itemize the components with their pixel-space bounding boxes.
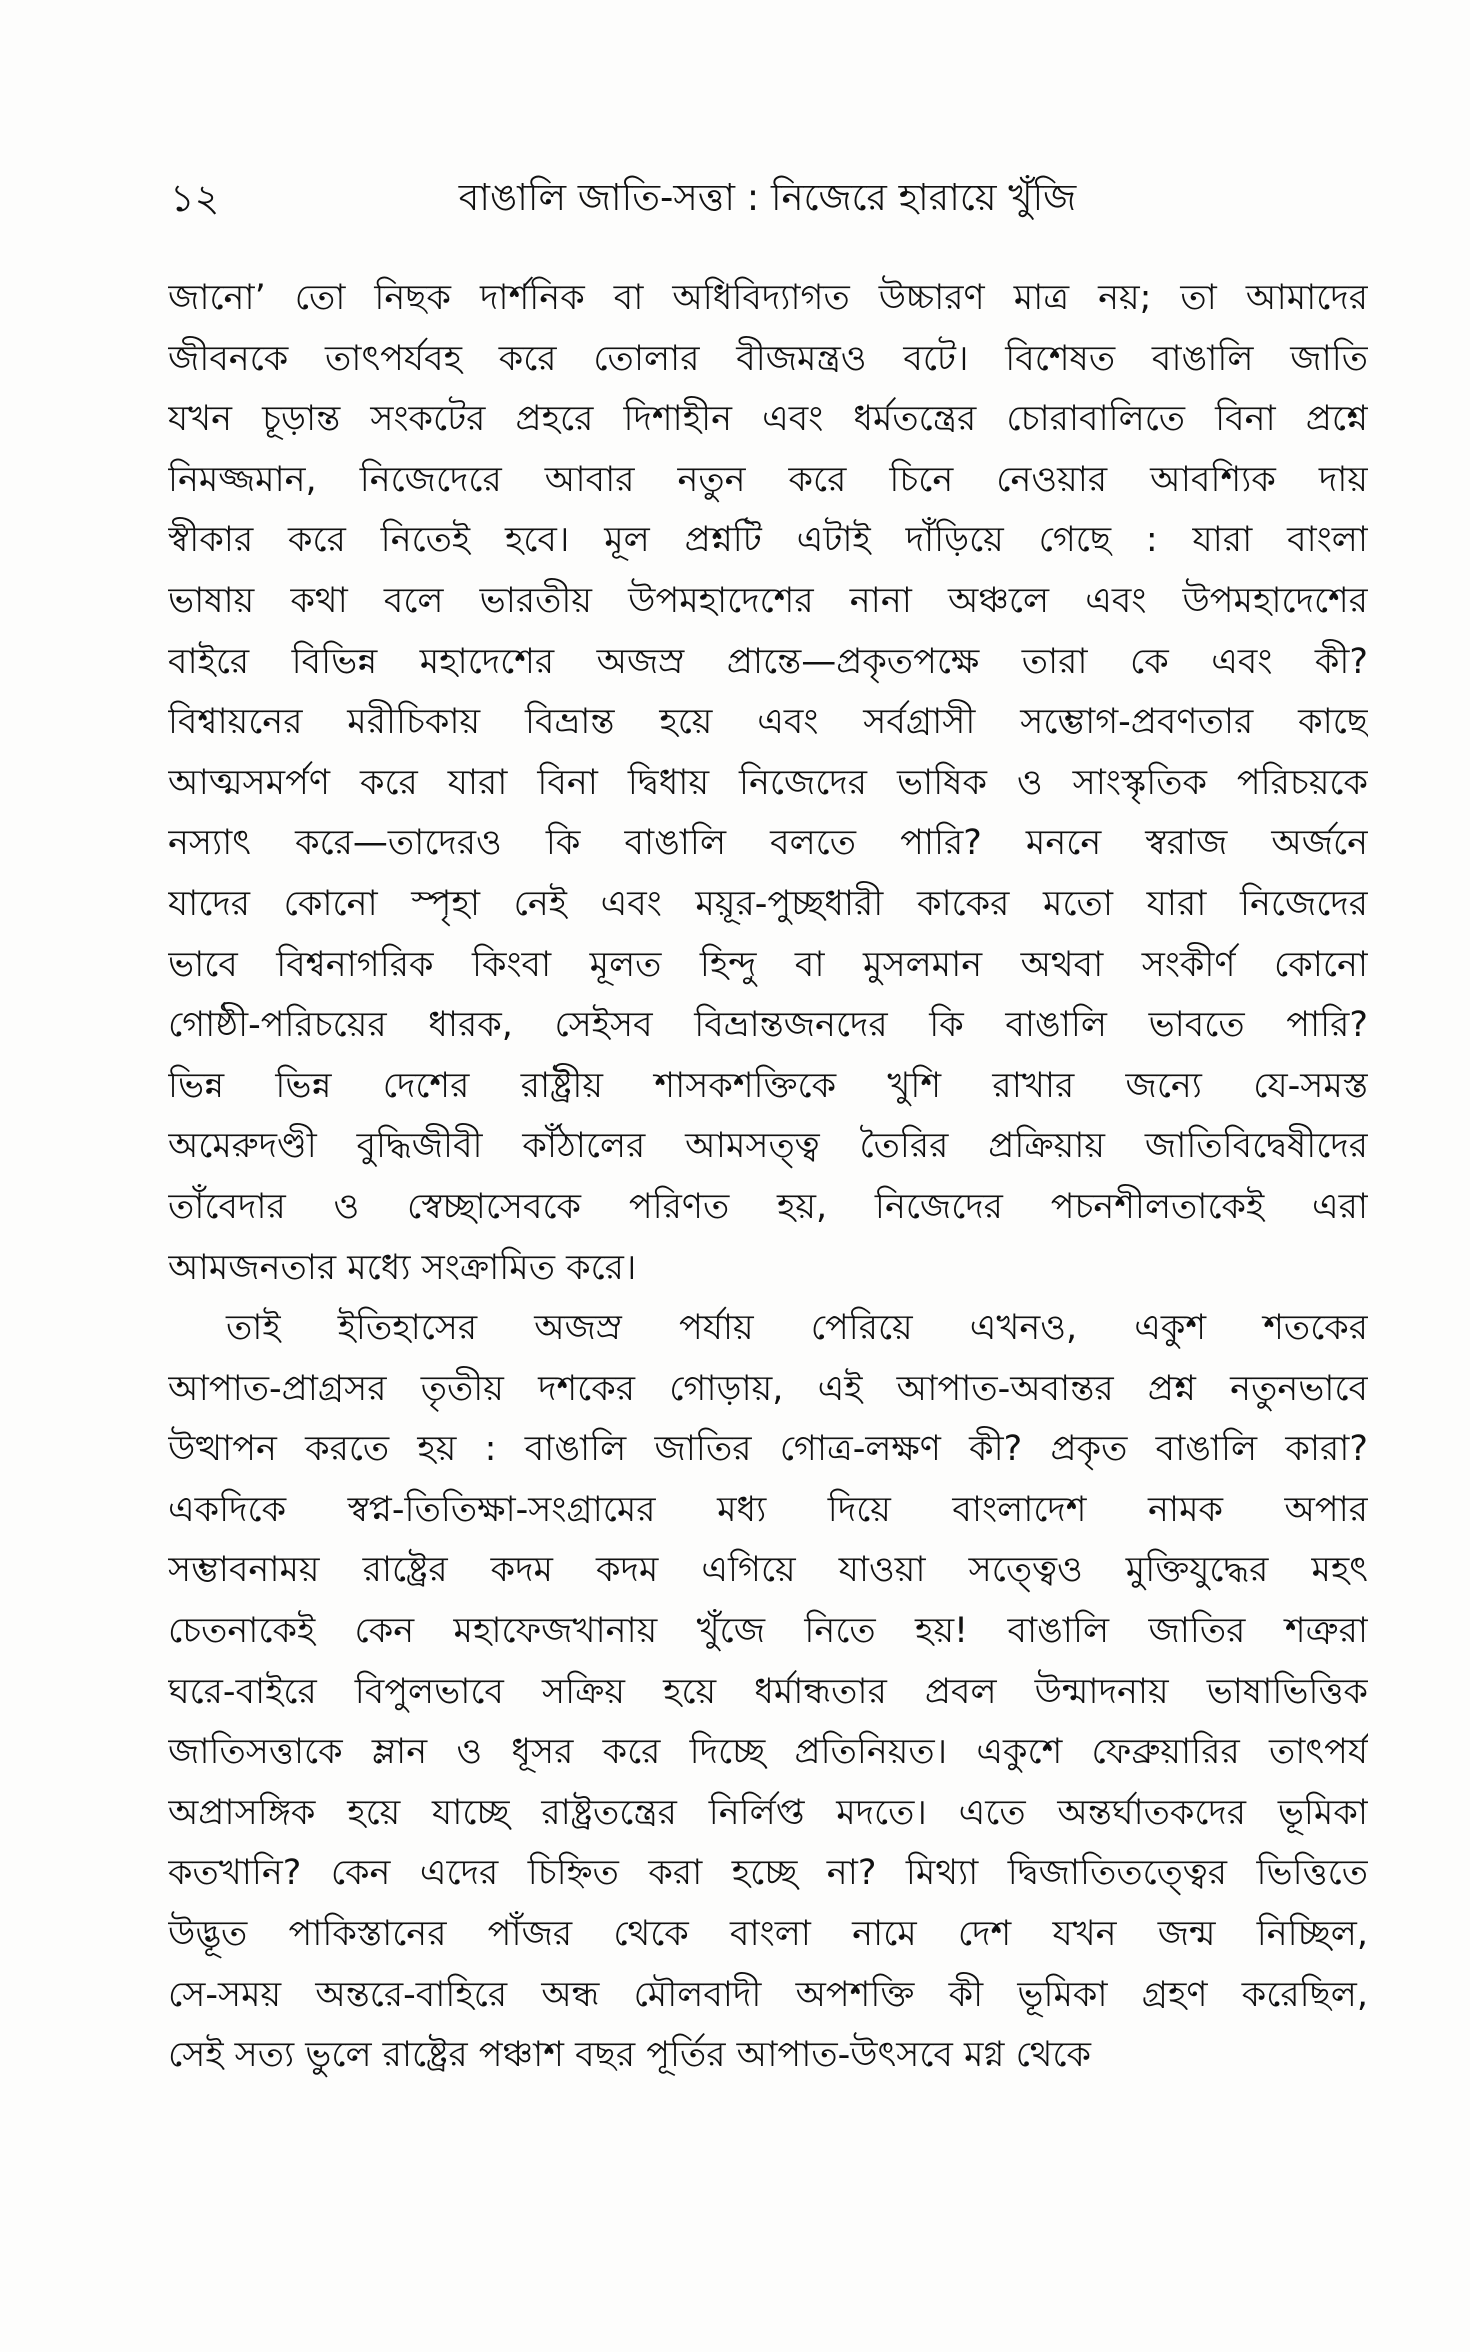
text-line: নস্যাৎ করে—তাদেরও কি বাঙালি বলতে পারি? মননে স্বরাজ অর্জনে bbox=[168, 823, 1368, 864]
text-line: আত্মসমর্পণ করে যারা বিনা দ্বিধায় নিজেদের ভাষিক ও সাংস্কৃতিক পরিচয়কে bbox=[168, 762, 1368, 803]
page-header bbox=[170, 168, 1365, 228]
paragraph bbox=[168, 268, 1368, 1298]
text-line: অপ্রাসঙ্গিক হয়ে যাচ্ছে রাষ্ট্রতন্ত্রের নির্লিপ্ত মদতে। এতে অন্তর্ঘাতকদের ভূমিকা bbox=[168, 1792, 1368, 1833]
page-number: ১২ bbox=[170, 176, 220, 220]
text-line: বাইরে বিভিন্ন মহাদেশের অজস্র প্রান্তে—প্রকৃতপক্ষে তারা কে এবং কী? bbox=[168, 641, 1368, 682]
text-line: তাই ইতিহাসের অজস্র পর্যায় পেরিয়ে এখনও, একুশ শতকের bbox=[226, 1308, 1368, 1349]
text-line: সেই সত্য ভুলে রাষ্ট্রের পঞ্চাশ বছর পূর্তির আপাত-উৎসবে মগ্ন থেকে bbox=[168, 2035, 1091, 2076]
text-line: কতখানি? কেন এদের চিহ্নিত করা হচ্ছে না? মিথ্যা দ্বিজাতিতত্ত্বের ভিত্তিতে bbox=[168, 1853, 1368, 1894]
text-line: যখন চূড়ান্ত সংকটের প্রহরে দিশাহীন এবং ধর্মতন্ত্রের চোরাবালিতে বিনা প্রশ্নে bbox=[168, 399, 1368, 440]
running-title: বাঙালি জাতি-সত্তা : নিজেরে হারায়ে খুঁজি bbox=[458, 176, 1077, 219]
text-line: তাঁবেদার ও স্বেচ্ছাসেবকে পরিণত হয়, নিজেদের পচনশীলতাকেই এরা bbox=[168, 1186, 1368, 1227]
text-line: গোষ্ঠী-পরিচয়ের ধারক, সেইসব বিভ্রান্তজনদের কি বাঙালি ভাবতে পারি? bbox=[168, 1005, 1368, 1046]
paragraph bbox=[168, 1298, 1368, 2086]
text-line: ভাবে বিশ্বনাগরিক কিংবা মূলত হিন্দু বা মুসলমান অথবা সংকীর্ণ কোনো bbox=[168, 944, 1368, 985]
text-line: সে-সময় অন্তরে-বাহিরে অন্ধ মৌলবাদী অপশক্তি কী ভূমিকা গ্রহণ করেছিল, bbox=[168, 1974, 1368, 2015]
text-line: স্বীকার করে নিতেই হবে। মূল প্রশ্নটি এটাই দাঁড়িয়ে গেছে : যারা বাংলা bbox=[168, 520, 1368, 561]
text-line: জানো’ তো নিছক দার্শনিক বা অধিবিদ্যাগত উচ্চারণ মাত্র নয়; তা আমাদের bbox=[168, 278, 1368, 318]
text-line: ভিন্ন ভিন্ন দেশের রাষ্ট্রীয় শাসকশক্তিকে খুশি রাখার জন্যে যে-সমস্ত bbox=[168, 1065, 1368, 1106]
text-line: যাদের কোনো স্পৃহা নেই এবং ময়ূর-পুচ্ছধারী কাকের মতো যারা নিজেদের bbox=[168, 883, 1368, 924]
text-line: চেতনাকেই কেন মহাফেজখানায় খুঁজে নিতে হয়! বাঙালি জাতির শত্রুরা bbox=[168, 1611, 1368, 1652]
text-line: বিশ্বায়নের মরীচিকায় বিভ্রান্ত হয়ে এবং সর্বগ্রাসী সম্ভোগ-প্রবণতার কাছে bbox=[168, 702, 1368, 743]
text-line: ভাষায় কথা বলে ভারতীয় উপমহাদেশের নানা অঞ্চলে এবং উপমহাদেশের bbox=[168, 580, 1368, 621]
text-line: আপাত-প্রাগ্রসর তৃতীয় দশকের গোড়ায়, এই আপাত-অবান্তর প্রশ্ন নতুনভাবে bbox=[168, 1368, 1368, 1409]
text-line: উত্থাপন করতে হয় : বাঙালি জাতির গোত্র-লক্ষণ কী? প্রকৃত বাঙালি কারা? bbox=[168, 1429, 1368, 1470]
text-line: জীবনকে তাৎপর্যবহ করে তোলার বীজমন্ত্রও বটে। বিশেষত বাঙালি জাতি bbox=[168, 338, 1368, 379]
body-text bbox=[168, 268, 1368, 2086]
text-line: উদ্ভূত পাকিস্তানের পাঁজর থেকে বাংলা নামে দেশ যখন জন্ম নিচ্ছিল, bbox=[168, 1914, 1368, 1955]
text-line: আমজনতার মধ্যে সংক্রামিত করে। bbox=[168, 1247, 637, 1288]
text-line: জাতিসত্তাকে ম্লান ও ধূসর করে দিচ্ছে প্রতিনিয়ত। একুশে ফেব্রুয়ারির তাৎপর্য bbox=[168, 1732, 1368, 1773]
text-line: অমেরুদণ্ডী বুদ্ধিজীবী কাঁঠালের আমসত্ত্ব তৈরির প্রক্রিয়ায় জাতিবিদ্বেষীদের bbox=[168, 1126, 1368, 1167]
text-line: সম্ভাবনাময় রাষ্ট্রের কদম কদম এগিয়ে যাওয়া সত্ত্বেও মুক্তিযুদ্ধের মহৎ bbox=[168, 1550, 1368, 1591]
text-line: ঘরে-বাইরে বিপুলভাবে সক্রিয় হয়ে ধর্মান্ধতার প্রবল উন্মাদনায় ভাষাভিত্তিক bbox=[168, 1671, 1368, 1712]
text-line: নিমজ্জমান, নিজেদেরে আবার নতুন করে চিনে নেওয়ার আবশ্যিক দায় bbox=[168, 459, 1368, 500]
text-line: একদিকে স্বপ্ন-তিতিক্ষা-সংগ্রামের মধ্য দিয়ে বাংলাদেশ নামক অপার bbox=[168, 1489, 1368, 1530]
